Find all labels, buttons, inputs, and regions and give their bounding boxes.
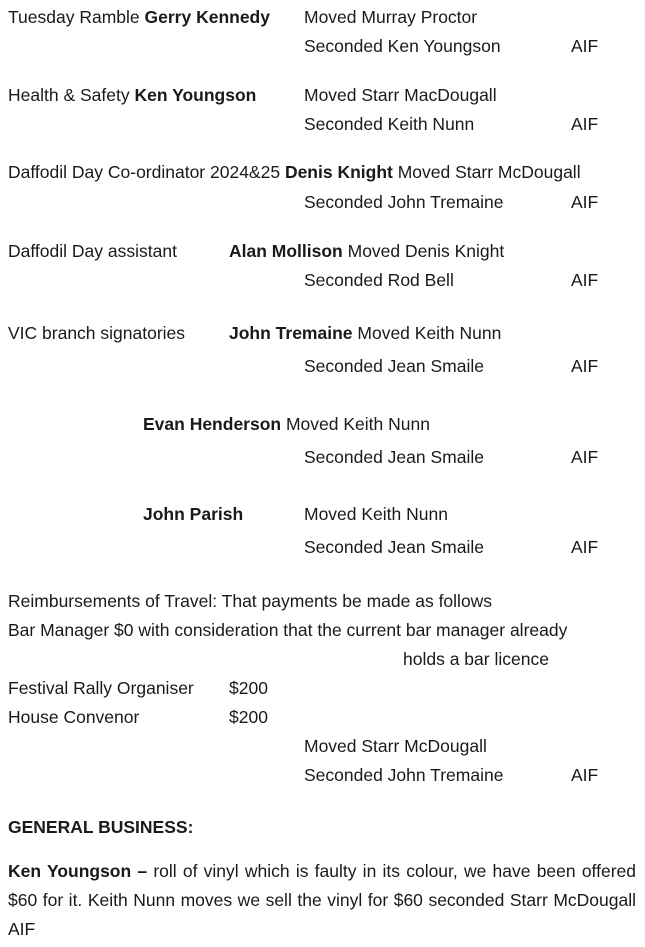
- motion-4-line: [229, 240, 504, 262]
- motion-role: Daffodil Day Co-ordinator 2024&25: [8, 162, 281, 182]
- motion-seconded: Seconded Jean Smaile: [304, 537, 484, 557]
- travel-item-amount: $200: [229, 707, 268, 727]
- motion-nominee: Alan Mollison: [229, 241, 343, 261]
- motion-5-line: [229, 322, 501, 344]
- general-business-name: Ken Youngson –: [8, 861, 148, 881]
- general-business-text: roll of vinyl which is faulty in its colour, we have been offered $60 for it. Keith Nunn moves we sell the vinyl for $60 seconded Starr McDougall AIF: [8, 861, 636, 939]
- travel-result: AIF: [571, 765, 599, 785]
- motion-3-line: [8, 161, 581, 183]
- motion-role: Tuesday Ramble: [8, 7, 140, 27]
- travel-item-amount: $200: [229, 678, 268, 698]
- motion-result: AIF: [571, 36, 599, 56]
- travel-bar-line: Bar Manager $0 with consideration that the current bar manager already: [8, 620, 568, 640]
- motion-2-line: [8, 84, 256, 106]
- motion-result: AIF: [571, 270, 599, 290]
- motion-seconded: Seconded Rod Bell: [304, 270, 454, 290]
- motion-nominee: Ken Youngson: [134, 85, 257, 105]
- motion-nominee: Gerry Kennedy: [144, 7, 270, 27]
- motion-seconded: Seconded Jean Smaile: [304, 447, 484, 467]
- motion-nominee: Evan Henderson: [143, 414, 282, 434]
- travel-item-label: House Convenor: [8, 707, 140, 727]
- motion-result: AIF: [571, 537, 599, 557]
- motion-result: AIF: [571, 114, 599, 134]
- motion-seconded: Seconded Ken Youngson: [304, 36, 501, 56]
- motion-nominee: [143, 503, 243, 525]
- motion-moved: Moved Keith Nunn: [304, 504, 448, 524]
- motion-seconded: Seconded Keith Nunn: [304, 114, 475, 134]
- general-business-paragraph: [8, 857, 636, 944]
- motion-result: AIF: [571, 447, 599, 467]
- motion-seconded: Seconded Jean Smaile: [304, 356, 484, 376]
- motion-1-line: [8, 6, 270, 28]
- motion-moved: Moved Murray Proctor: [304, 7, 478, 27]
- travel-seconded: Seconded John Tremaine: [304, 765, 504, 785]
- motion-role: VIC branch signatories: [8, 323, 186, 343]
- motion-6-line: [143, 413, 430, 435]
- travel-moved: Moved Starr McDougall: [304, 736, 487, 756]
- motion-result: AIF: [571, 192, 599, 212]
- general-business-heading: GENERAL BUSINESS:: [8, 817, 194, 837]
- motion-nominee: Denis Knight: [284, 162, 393, 182]
- motion-seconded: Seconded John Tremaine: [304, 192, 504, 212]
- motion-moved: Moved Denis Knight: [347, 241, 505, 261]
- travel-bar-cont: holds a bar licence: [403, 649, 549, 669]
- motion-moved: Moved Starr MacDougall: [304, 85, 497, 105]
- motion-moved: Moved Starr McDougall: [397, 162, 581, 182]
- motion-moved: Moved Keith Nunn: [357, 323, 502, 343]
- nominee-name: John Parish: [143, 504, 244, 524]
- motion-nominee: John Tremaine: [229, 323, 353, 343]
- motion-moved: Moved Keith Nunn: [285, 414, 430, 434]
- motion-role: Daffodil Day assistant: [8, 241, 177, 261]
- motion-role: Health & Safety: [8, 85, 130, 105]
- travel-item-label: Festival Rally Organiser: [8, 678, 194, 698]
- travel-intro: Reimbursements of Travel: That payments be made as follows: [8, 591, 493, 611]
- motion-result: AIF: [571, 356, 599, 376]
